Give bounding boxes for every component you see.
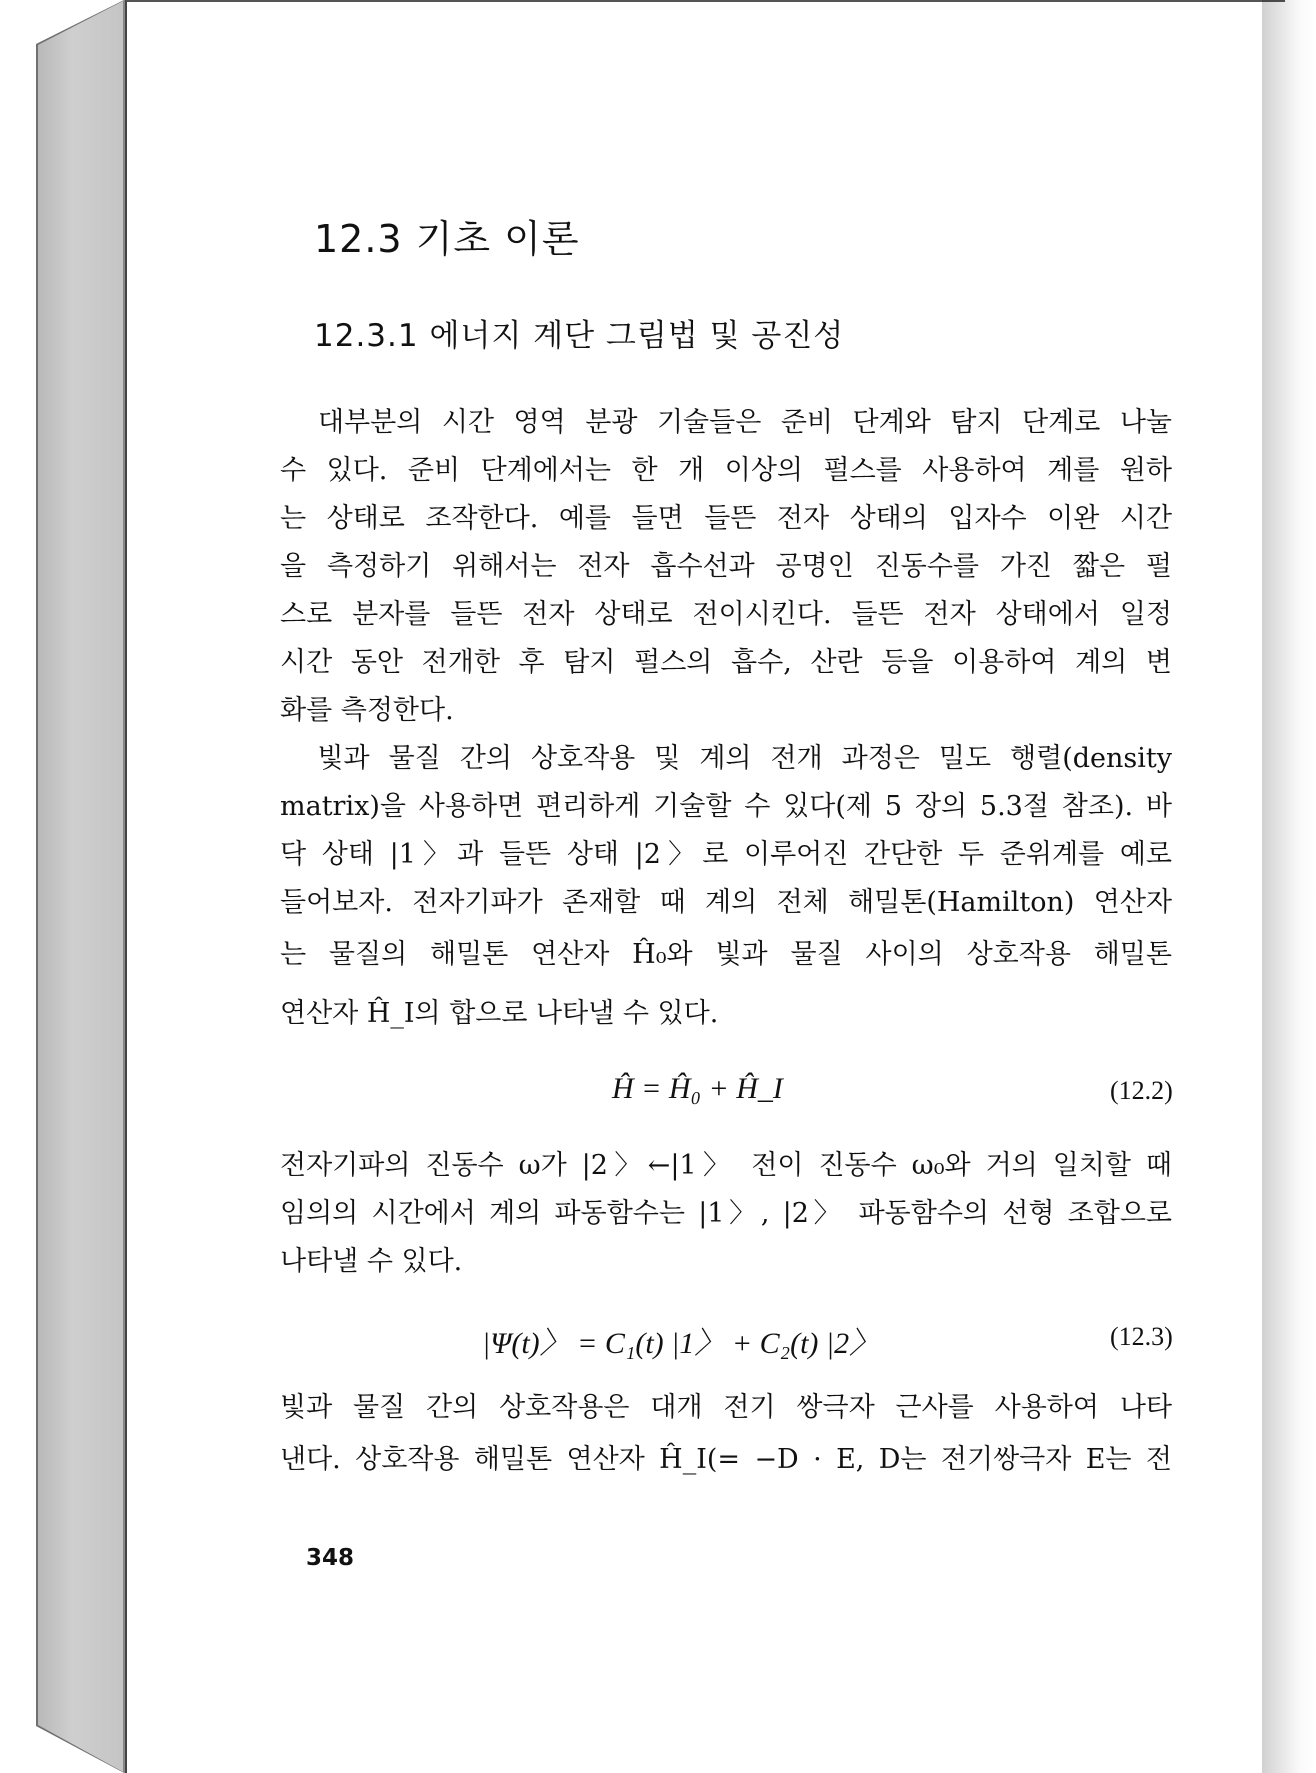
paragraph-line: 빛과 물질 간의 상호작용은 대개 전기 쌍극자 근사를 사용하여 나타 — [280, 1392, 1172, 1423]
equation-number: (12.3) — [1110, 1322, 1173, 1351]
paragraph-line: 수 있다. 준비 단계에서는 한 개 이상의 펄스를 사용하여 계를 원하 — [280, 455, 1172, 486]
paragraph-line: 닥 상태 |1〉과 들뜬 상태 |2〉로 이루어진 간단한 두 준위계를 예로 — [280, 839, 1172, 870]
paragraph-line: 전자기파의 진동수 ω가 |2〉←|1〉 전이 진동수 ω₀와 거의 일치할 때 — [280, 1150, 1172, 1181]
paragraph-line: 는 물질의 해밀톤 연산자 Ĥ₀와 빛과 물질 사이의 상호작용 해밀톤 — [280, 939, 1172, 970]
paragraph-line: 시간 동안 전개한 후 탐지 펄스의 흡수, 산란 등을 이용하여 계의 변 — [280, 647, 1172, 678]
paragraph-line: 나타낼 수 있다. — [280, 1246, 463, 1277]
section-title: 12.3 기초 이론 — [314, 217, 580, 261]
equation: |Ψ(t)〉 = C₁(t) |1〉 + C₂(t) |2〉 — [482, 1327, 880, 1360]
paragraph-line: matrix)을 사용하면 편리하게 기술할 수 있다(제 5 장의 5.3절 참조). 바 — [280, 791, 1172, 822]
paragraph-line: 연산자 Ĥ_I의 합으로 나타낼 수 있다. — [280, 998, 719, 1029]
paragraph-line: 임의의 시간에서 계의 파동함수는 |1〉, |2〉 파동함수의 선형 조합으로 — [280, 1198, 1172, 1229]
paragraph-line: 스로 분자를 들뜬 전자 상태로 전이시킨다. 들뜬 전자 상태에서 일정 — [280, 599, 1172, 630]
paragraph-line: 낸다. 상호작용 해밀톤 연산자 Ĥ_I(= −D · E, D는 전기쌍극자 E는 전 — [280, 1444, 1172, 1475]
paragraph-line: 들어보자. 전자기파가 존재할 때 계의 전체 해밀톤(Hamilton) 연산자 — [280, 887, 1172, 918]
paragraph-line: 빛과 물질 간의 상호작용 및 계의 전개 과정은 밀도 행렬(density — [280, 743, 1172, 774]
equation: Ĥ = Ĥ₀ + Ĥ_I — [612, 1072, 783, 1105]
subsection-title: 12.3.1 에너지 계단 그림법 및 공진성 — [314, 318, 845, 354]
paragraph-line: 을 측정하기 위해서는 전자 흡수선과 공명인 진동수를 가진 짧은 펄 — [280, 551, 1172, 582]
page-number: 348 — [306, 1545, 355, 1571]
paragraph-line: 는 상태로 조작한다. 예를 들면 들뜬 전자 상태의 입자수 이완 시간 — [280, 503, 1172, 534]
paragraph-line: 화를 측정한다. — [280, 695, 454, 726]
equation-number: (12.2) — [1110, 1076, 1173, 1105]
paragraph-line: 대부분의 시간 영역 분광 기술들은 준비 단계와 탐지 단계로 나눌 — [280, 407, 1172, 438]
